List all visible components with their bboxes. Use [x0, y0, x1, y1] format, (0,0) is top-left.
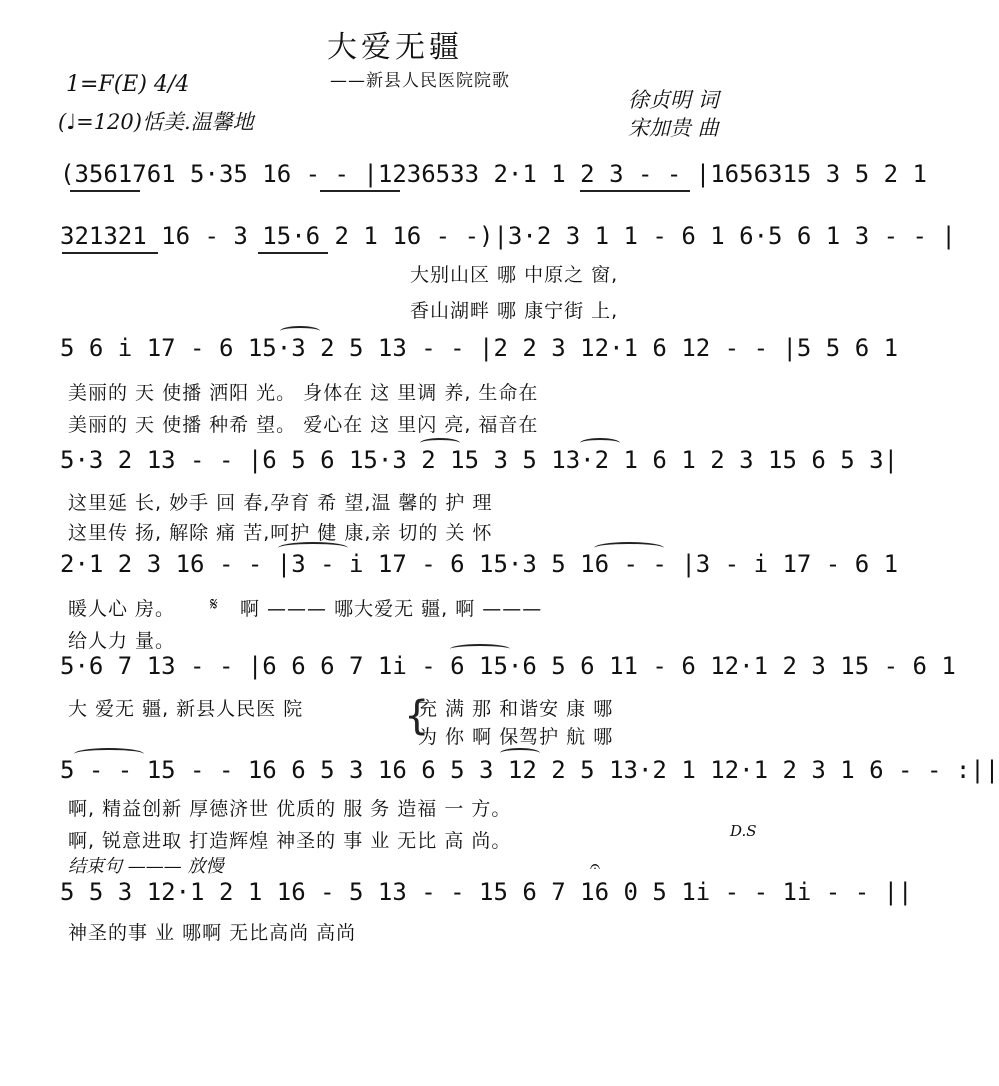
- lyric-line-7-verse-2: 啊, 锐意进取 打造辉煌 神圣的 事 业 无比 高 尚。: [68, 830, 512, 852]
- lyric-line-2-verse-2: 香山湖畔 哪 康宁街 上,: [410, 300, 619, 322]
- dal-segno-marking: D.S: [730, 822, 757, 840]
- tempo-marking: (♩=120)恬美.温馨地: [58, 110, 254, 134]
- segno-icon: 𝄋: [210, 594, 218, 615]
- composer-credit: 宋加贵 曲: [628, 116, 719, 140]
- lyric-line-6: 大 爱无 疆, 新县人民医 院: [68, 698, 304, 720]
- lyric-line-5-verse-1: 暖人心 房。: [68, 598, 176, 620]
- lyric-line-7-verse-1: 啊, 精益创新 厚德济世 优质的 服 务 造福 一 方。: [68, 798, 512, 820]
- lyric-line-3-verse-1: 美丽的 天 使播 洒阳 光。 身体在 这 里调 养, 生命在: [68, 382, 539, 404]
- lyric-line-4-verse-1: 这里延 长, 妙手 回 春,孕育 希 望,温 馨的 护 理: [68, 492, 493, 514]
- lyric-line-4-verse-2: 这里传 扬, 解除 痛 苦,呵护 健 康,亲 切的 关 怀: [68, 522, 493, 544]
- song-subtitle: ——新县人民医院院歌: [330, 71, 510, 91]
- notation-line-7: 5 - - 15 - - 16 6 5 3 16 6 5 3 12 2 5 13·2 1 12·1 2 3 1 6 - - :||: [60, 756, 999, 784]
- notation-line-6: 5·6 7 13 - - |6 6 6 7 1i - 6 15·6 5 6 11 - 6 12·1 2 3 15 - 6 1: [60, 652, 956, 680]
- verse-brace: {: [404, 693, 430, 739]
- notation-line-5: 2·1 2 3 16 - - |3 - i 17 - 6 15·3 5 16 - - |3 - i 17 - 6 1: [60, 550, 899, 578]
- key-signature: 1=F(E) 4/4: [66, 72, 190, 97]
- fermata-icon: 𝄐: [590, 856, 601, 877]
- lyric-line-5-verse-2: 给人力 量。: [68, 630, 176, 652]
- notation-line-8: 5 5 3 12·1 2 1 16 - 5 13 - - 15 6 7 16 0 5 1i - - 1i - - ||: [60, 878, 913, 906]
- notation-line-1: (3561761 5·35 16 - - |1236533 2·1 1 2 3 - - |1656315 3 5 2 1: [60, 160, 927, 188]
- lyricist-credit: 徐贞明 词: [628, 88, 719, 112]
- lyric-line-3-verse-2: 美丽的 天 使播 种希 望。 爱心在 这 里闪 亮, 福音在: [68, 414, 539, 436]
- lyric-line-6-verse-b: 为 你 啊 保驾护 航 哪: [418, 726, 614, 748]
- song-title: 大爱无疆: [327, 30, 463, 65]
- lyric-line-6-verse-a: 充 满 那 和谐安 康 哪: [418, 698, 614, 720]
- notation-line-2: 321321 16 - 3 15·6 2 1 16 - -)|3·2 3 1 1 - 6 1 6·5 6 1 3 - - |: [60, 222, 956, 250]
- lyric-line-2-verse-1: 大别山区 哪 中原之 窗,: [410, 264, 619, 286]
- lyric-line-8: 神圣的事 业 哪啊 无比高尚 高尚: [68, 922, 357, 944]
- notation-line-4: 5·3 2 13 - - |6 5 6 15·3 2 15 3 5 13·2 1 6 1 2 3 15 6 5 3|: [60, 446, 899, 474]
- coda-label: 结束句 ——— 放慢: [68, 856, 224, 877]
- lyric-line-5-interjection: 啊 ——— 哪大爱无 疆, 啊 ———: [240, 598, 543, 620]
- notation-line-3: 5 6 i 17 - 6 15·3 2 5 13 - - |2 2 3 12·1 6 12 - - |5 5 6 1: [60, 334, 899, 362]
